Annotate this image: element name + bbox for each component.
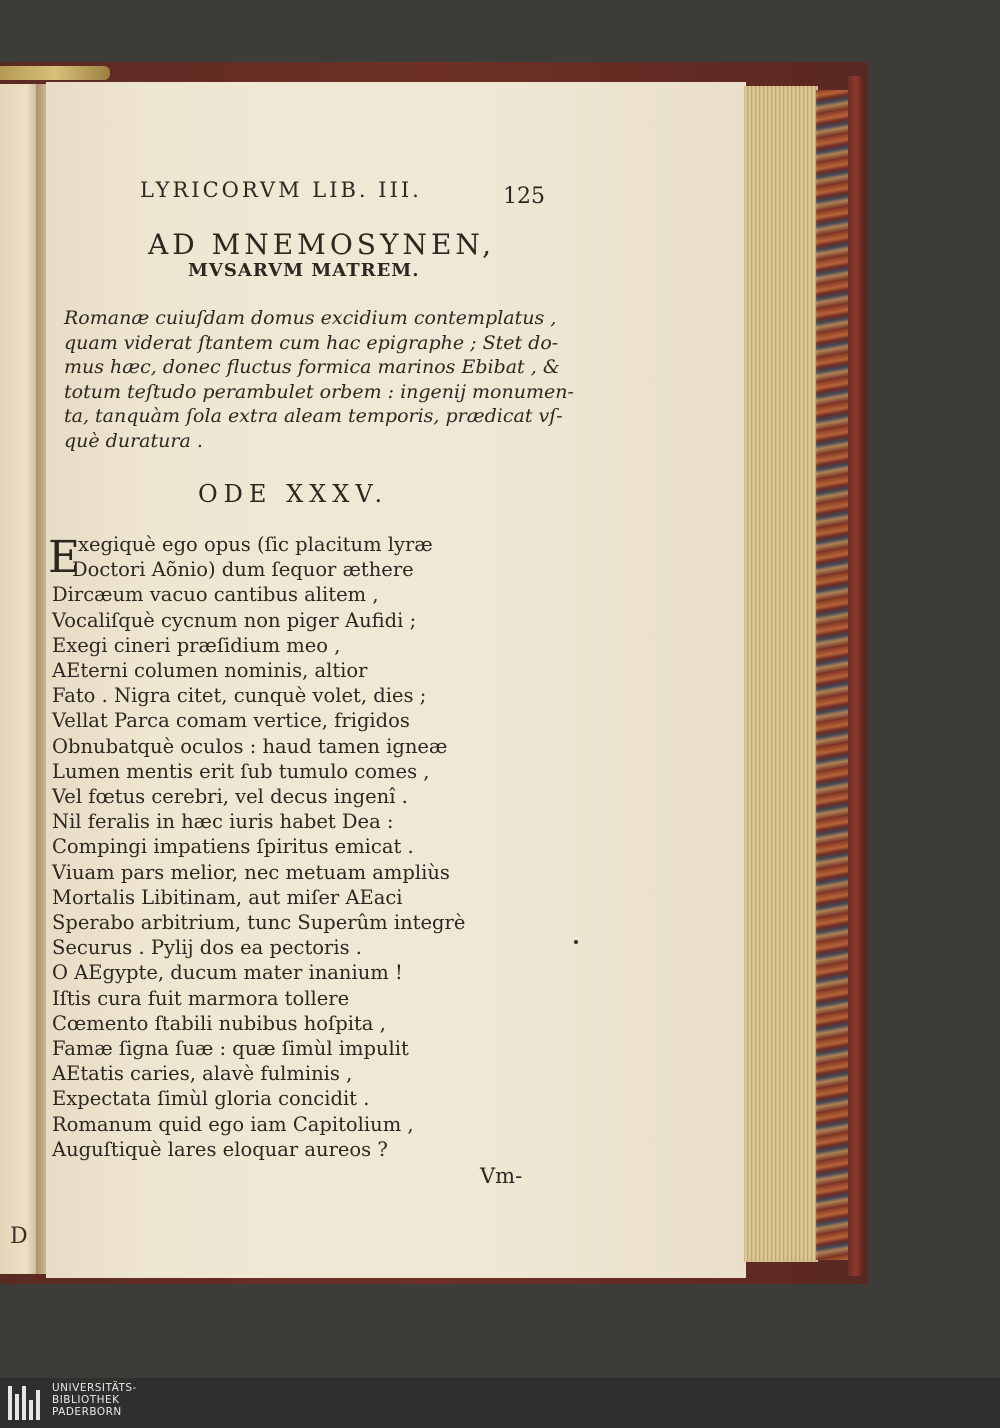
poem-subtitle: MVSARVM MATREM. xyxy=(188,260,420,281)
page-number: 125 xyxy=(503,184,545,209)
argument-line: totum teſtudo perambulet orbem : ingenij monumen- xyxy=(64,380,574,403)
verse-line: Viuam pars melior, nec metuam ampliùs xyxy=(52,860,450,884)
verse-line: Vellat Parca comam vertice, frigidos xyxy=(52,709,410,733)
verse-line: Expectata ſimùl gloria concidit . xyxy=(52,1087,370,1111)
marbled-edge xyxy=(816,90,852,1260)
verse-line: Vel fœtus cerebri, vel decus ingenî . xyxy=(52,785,408,809)
verse-line: Obnubatquè oculos : haud tamen igneæ xyxy=(52,734,448,758)
poem-verses xyxy=(52,532,465,1162)
verse-line: AEtatis caries, alavè fulminis , xyxy=(52,1062,353,1086)
verse-line: Cœmento ſtabili nubibus hoſpita , xyxy=(52,1011,386,1035)
library-logo-icon xyxy=(8,1386,38,1420)
page-edges xyxy=(744,86,818,1262)
library-footer xyxy=(0,1378,1000,1428)
verse-line: Dircæum vacuo cantibus alitem , xyxy=(52,583,379,607)
verse-line: Doctori Aõnio) dum ſequor æthere xyxy=(72,558,414,582)
ode-heading: ODE XXXV. xyxy=(198,480,389,508)
gilt-spine-band xyxy=(0,66,110,80)
verse-line: Fato . Nigra citet, cunquè volet, dies ; xyxy=(52,684,427,708)
verse-line: Lumen mentis erit ſub tumulo comes , xyxy=(52,759,430,783)
argument-line: quam viderat ſtantem cum hac epigraphe ; Stet do- xyxy=(64,331,559,354)
verse-line: Exegi cineri præſidium meo , xyxy=(52,633,341,657)
drop-cap: E xyxy=(48,532,81,583)
catchword: Vm- xyxy=(480,1164,523,1188)
verse-line: Romanum quid ego iam Capitolium , xyxy=(52,1112,414,1136)
board-edge xyxy=(848,76,864,1276)
ink-speck xyxy=(574,940,578,944)
verse-line: Securus . Pylij dos ea pectoris . xyxy=(52,936,362,960)
left-margin-letter: D xyxy=(10,1224,28,1249)
library-logo-text xyxy=(52,1382,137,1418)
argument-line: què duratura . xyxy=(64,429,203,452)
argument-line: mus hæc, donec fluctus formica marinos Ebibat , & xyxy=(64,356,560,378)
argument-paragraph xyxy=(64,306,574,453)
verse-line: Sperabo arbitrium, tunc Superûm integrè xyxy=(52,911,466,935)
verse-line: xegiquè ego opus (ſic placitum lyræ xyxy=(78,533,433,556)
verse-line: Nil feralis in hæc iuris habet Dea : xyxy=(52,810,394,834)
running-head: LYRICORVM LIB. III. xyxy=(140,178,422,202)
verse-line: Vocaliſquè cycnum non piger Aufidi ; xyxy=(52,608,417,632)
verse-line: Auguſtiquè lares eloquar aureos ? xyxy=(52,1137,388,1161)
logo-line: BIBLIOTHEK xyxy=(52,1394,120,1406)
verse-line: Iſtis cura fuit marmora tollere xyxy=(52,986,350,1010)
verse-line: Compingi impatiens ſpiritus emicat . xyxy=(52,835,414,859)
verse-line: Famæ ſigna ſuæ : quæ ſimùl impulit xyxy=(52,1037,409,1061)
argument-line: Romanæ cuiuſdam domus excidium contemplatus , xyxy=(64,307,557,329)
logo-line: UNIVERSITÄTS- xyxy=(52,1382,137,1394)
logo-line: PADERBORN xyxy=(52,1406,122,1418)
argument-line: ta, tanquàm ſola extra aleam temporis, prædicat vſ- xyxy=(64,405,563,427)
verse-line: AEterni columen nominis, altior xyxy=(52,659,368,683)
poem-title: AD MNEMOSYNEN, xyxy=(148,228,496,261)
left-page xyxy=(0,84,38,1274)
verse-line: O AEgypte, ducum mater inanium ! xyxy=(52,961,403,985)
verse-line: Mortalis Libitinam, aut miſer AEaci xyxy=(52,885,403,909)
